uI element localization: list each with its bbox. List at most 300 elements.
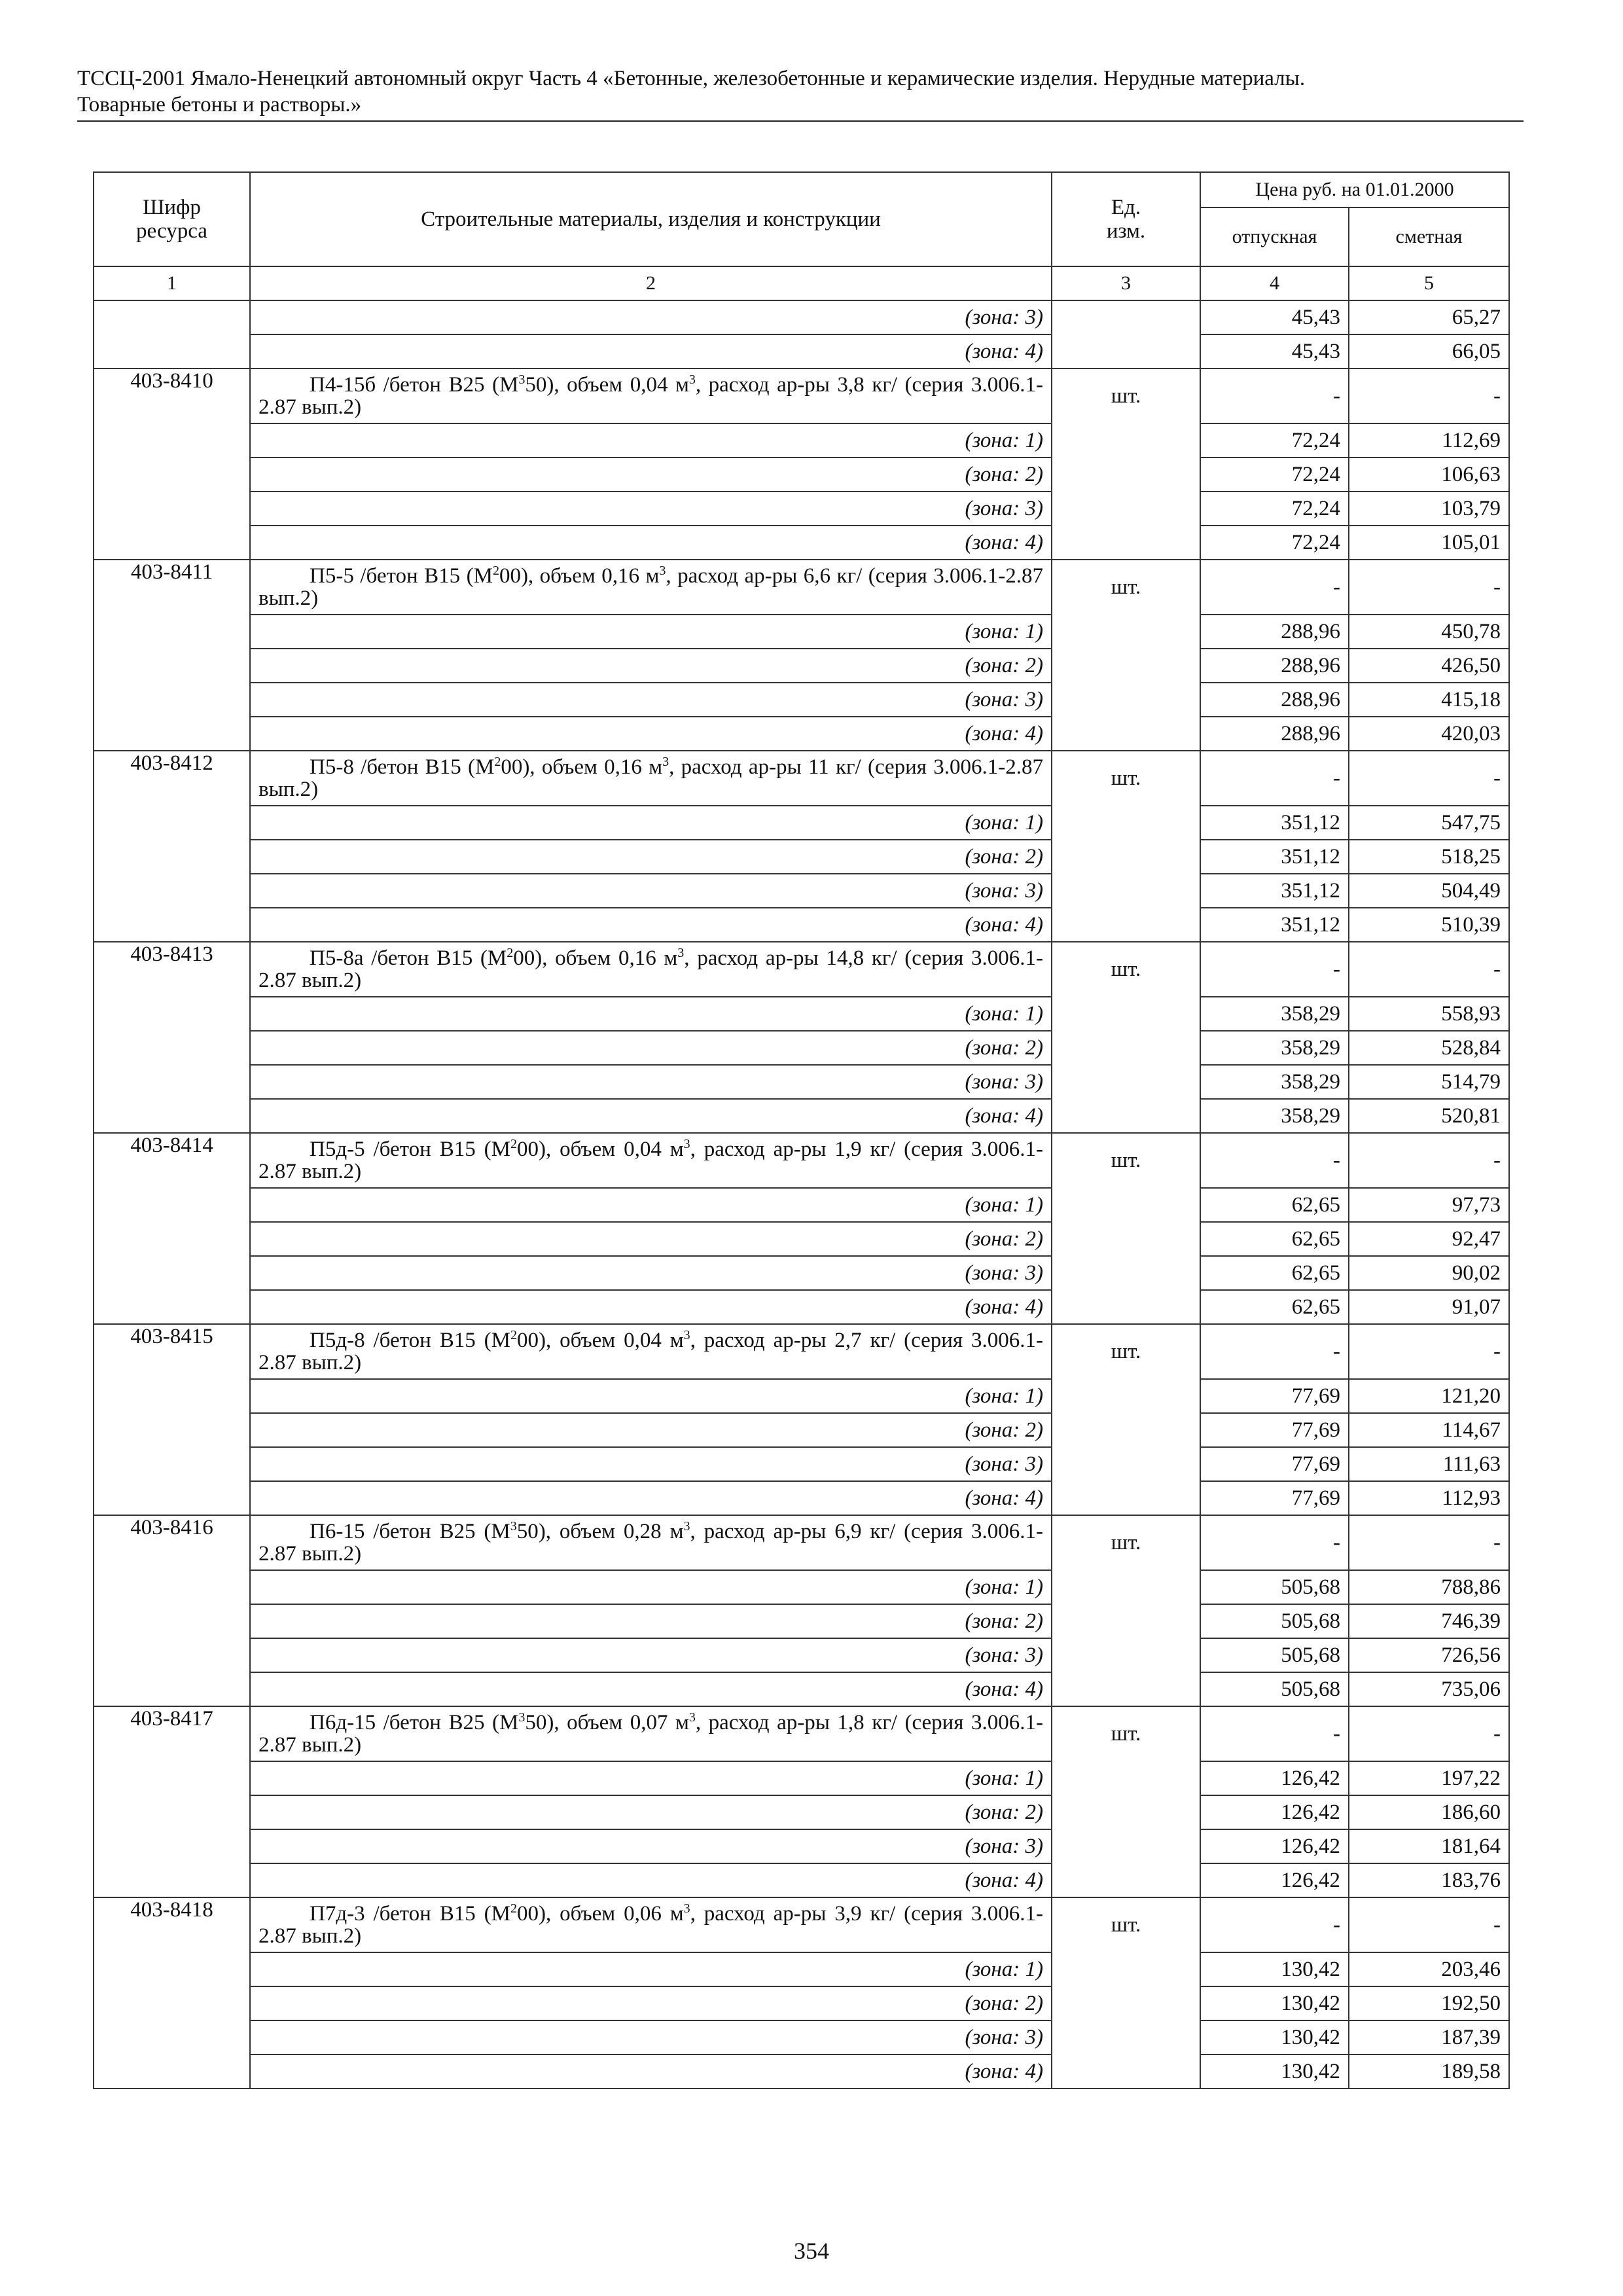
table-row: [94, 1222, 1509, 1256]
desc-sup: 3: [677, 946, 685, 960]
column-index: 2: [250, 266, 1052, 300]
estimate-price: 114,67: [1349, 1413, 1509, 1447]
resource-code: 403-8415: [94, 1324, 250, 1379]
release-price: 288,96: [1200, 649, 1349, 683]
desc-part: 00), объем 0,16 м: [499, 564, 660, 588]
release-price: 288,96: [1200, 615, 1349, 649]
estimate-price: 65,27: [1349, 300, 1509, 334]
unit-cell: [1052, 2054, 1200, 2089]
code-cell: [94, 717, 250, 751]
unit-cell: шт.: [1052, 751, 1200, 806]
code-cell: [94, 1379, 250, 1413]
table-row: [94, 457, 1509, 492]
unit-cell: [1052, 1222, 1200, 1256]
code-cell: [94, 1604, 250, 1638]
unit-cell: [1052, 423, 1200, 457]
estimate-price: 558,93: [1349, 997, 1509, 1031]
release-price: -: [1200, 1897, 1349, 1952]
release-price: 130,42: [1200, 1952, 1349, 1986]
zone-label: (зона: 3): [250, 874, 1052, 908]
desc-part: , расход ар-ры 1,8 кг/ (серия 3.006.1-2.87 вып.2): [259, 1711, 1043, 1757]
code-cell: [94, 615, 250, 649]
unit-cell: [1052, 649, 1200, 683]
code-cell: [94, 1795, 250, 1829]
desc-part: П6-15 /бетон В25 (М: [310, 1520, 510, 1543]
desc-part: , расход ар-ры 6,9 кг/ (серия 3.006.1-2.87 вып.2): [259, 1520, 1044, 1566]
estimate-price: 112,93: [1349, 1481, 1509, 1515]
code-cell: [94, 997, 250, 1031]
release-price: -: [1200, 751, 1349, 806]
table-row: [94, 492, 1509, 526]
code-cell: [94, 300, 250, 334]
code-cell: [94, 1481, 250, 1515]
release-price: 62,65: [1200, 1188, 1349, 1222]
estimate-price: -: [1349, 1324, 1509, 1379]
desc-sup: 2: [510, 1328, 517, 1342]
unit-cell: шт.: [1052, 368, 1200, 423]
code-cell: [94, 2054, 250, 2089]
release-price: 130,42: [1200, 2020, 1349, 2054]
table-row: [94, 1324, 1509, 1379]
table-row: [94, 840, 1509, 874]
zone-label: (зона: 1): [250, 1761, 1052, 1795]
unit-cell: [1052, 806, 1200, 840]
unit-cell: [1052, 1986, 1200, 2020]
resource-code: 403-8418: [94, 1897, 250, 1952]
unit-cell: [1052, 997, 1200, 1031]
code-cell: [94, 1413, 250, 1447]
estimate-price: 192,50: [1349, 1986, 1509, 2020]
estimate-price: 197,22: [1349, 1761, 1509, 1795]
header-code-line2: ресурса: [136, 219, 207, 243]
desc-sup: 2: [494, 755, 501, 769]
table-row: [94, 997, 1509, 1031]
zone-label: (зона: 3): [250, 2020, 1052, 2054]
column-index: 4: [1200, 266, 1349, 300]
code-cell: [94, 1570, 250, 1604]
desc-part: П4-15б /бетон В25 (М: [310, 373, 519, 397]
zone-label: (зона: 3): [250, 1829, 1052, 1863]
estimate-price: 510,39: [1349, 908, 1509, 942]
code-cell: [94, 1290, 250, 1324]
estimate-price: -: [1349, 560, 1509, 615]
estimate-price: 112,69: [1349, 423, 1509, 457]
estimate-price: 518,25: [1349, 840, 1509, 874]
unit-cell: [1052, 1413, 1200, 1447]
zone-label: (зона: 4): [250, 1863, 1052, 1897]
item-description: [250, 751, 1052, 806]
unit-cell: [1052, 1447, 1200, 1481]
table-row: [94, 2020, 1509, 2054]
code-cell: [94, 1829, 250, 1863]
unit-cell: [1052, 1099, 1200, 1133]
release-price: -: [1200, 942, 1349, 997]
zone-label: (зона: 3): [250, 1256, 1052, 1290]
resource-code: 403-8411: [94, 560, 250, 615]
unit-cell: шт.: [1052, 1897, 1200, 1952]
desc-part: 00), объем 0,16 м: [513, 946, 678, 970]
table-row: [94, 1133, 1509, 1188]
unit-cell: шт.: [1052, 1706, 1200, 1761]
zone-label: (зона: 1): [250, 997, 1052, 1031]
code-cell: [94, 649, 250, 683]
unit-cell: [1052, 683, 1200, 717]
code-cell: [94, 457, 250, 492]
estimate-price: 788,86: [1349, 1570, 1509, 1604]
table-row: [94, 942, 1509, 997]
table-row: [94, 334, 1509, 368]
table-row: [94, 1952, 1509, 1986]
code-cell: [94, 683, 250, 717]
zone-label: (зона: 3): [250, 1065, 1052, 1099]
release-price: 351,12: [1200, 840, 1349, 874]
estimate-price: 66,05: [1349, 334, 1509, 368]
desc-part: П5-8 /бетон В15 (М: [310, 755, 495, 779]
release-price: 358,29: [1200, 1099, 1349, 1133]
unit-cell: шт.: [1052, 1324, 1200, 1379]
zone-label: (зона: 1): [250, 806, 1052, 840]
table-row: [94, 2054, 1509, 2089]
desc-part: , расход ар-ры 14,8 кг/ (серия 3.006.1-2.87 вып.2): [259, 946, 1043, 992]
desc-sup: 3: [688, 1710, 696, 1725]
desc-part: , расход ар-ры 2,7 кг/ (серия 3.006.1-2.87 вып.2): [259, 1329, 1043, 1374]
code-cell: [94, 840, 250, 874]
zone-label: (зона: 4): [250, 526, 1052, 560]
release-price: 505,68: [1200, 1604, 1349, 1638]
estimate-price: 735,06: [1349, 1672, 1509, 1706]
unit-cell: шт.: [1052, 1133, 1200, 1188]
estimate-price: -: [1349, 751, 1509, 806]
release-price: 505,68: [1200, 1672, 1349, 1706]
estimate-price: 504,49: [1349, 874, 1509, 908]
desc-part: 50), объем 0,07 м: [525, 1711, 689, 1734]
table-row: [94, 1481, 1509, 1515]
column-index-row: [94, 266, 1509, 300]
release-price: 505,68: [1200, 1638, 1349, 1672]
unit-cell: [1052, 1638, 1200, 1672]
code-cell: [94, 1188, 250, 1222]
desc-sup: 2: [507, 946, 514, 960]
code-cell: [94, 1986, 250, 2020]
resource-code: 403-8416: [94, 1515, 250, 1570]
code-cell: [94, 1099, 250, 1133]
desc-sup: 3: [683, 1519, 690, 1534]
zone-label: (зона: 4): [250, 1099, 1052, 1133]
desc-part: 00), объем 0,06 м: [516, 1902, 684, 1926]
release-price: 45,43: [1200, 300, 1349, 334]
unit-cell: [1052, 1672, 1200, 1706]
estimate-price: 426,50: [1349, 649, 1509, 683]
item-description: [250, 1515, 1052, 1570]
desc-part: П6д-15 /бетон В25 (М: [310, 1711, 519, 1734]
zone-label: (зона: 2): [250, 1795, 1052, 1829]
estimate-price: -: [1349, 1515, 1509, 1570]
estimate-price: -: [1349, 368, 1509, 423]
code-cell: [94, 334, 250, 368]
estimate-price: 121,20: [1349, 1379, 1509, 1413]
table-row: [94, 1986, 1509, 2020]
unit-cell: [1052, 1795, 1200, 1829]
zone-label: (зона: 4): [250, 1672, 1052, 1706]
table-row: [94, 908, 1509, 942]
table-row: [94, 1638, 1509, 1672]
desc-part: П5д-8 /бетон В15 (М: [310, 1329, 510, 1352]
estimate-price: -: [1349, 942, 1509, 997]
table-row: [94, 300, 1509, 334]
table-row: [94, 806, 1509, 840]
release-price: 351,12: [1200, 806, 1349, 840]
table-row: [94, 1672, 1509, 1706]
code-cell: [94, 1761, 250, 1795]
item-description: [250, 1133, 1052, 1188]
release-price: 130,42: [1200, 1986, 1349, 2020]
resource-code: 403-8412: [94, 751, 250, 806]
unit-cell: [1052, 1863, 1200, 1897]
zone-label: (зона: 3): [250, 300, 1052, 334]
desc-sup: 3: [510, 1519, 517, 1534]
zone-label: (зона: 1): [250, 423, 1052, 457]
unit-cell: [1052, 1481, 1200, 1515]
price-table: [93, 171, 1510, 2089]
release-price: 358,29: [1200, 1031, 1349, 1065]
header-code: [94, 172, 250, 266]
header-release-price: отпускная: [1200, 207, 1349, 266]
release-price: 62,65: [1200, 1290, 1349, 1324]
unit-cell: [1052, 1570, 1200, 1604]
estimate-price: 186,60: [1349, 1795, 1509, 1829]
table-row: [94, 1604, 1509, 1638]
estimate-price: 726,56: [1349, 1638, 1509, 1672]
estimate-price: 183,76: [1349, 1863, 1509, 1897]
estimate-price: 514,79: [1349, 1065, 1509, 1099]
unit-cell: [1052, 1031, 1200, 1065]
estimate-price: 746,39: [1349, 1604, 1509, 1638]
zone-label: (зона: 3): [250, 1447, 1052, 1481]
zone-label: (зона: 1): [250, 1379, 1052, 1413]
code-cell: [94, 1952, 250, 1986]
desc-part: П5д-5 /бетон В15 (М: [310, 1138, 510, 1161]
code-cell: [94, 806, 250, 840]
code-cell: [94, 492, 250, 526]
page-number: 354: [794, 2238, 829, 2264]
table-row: [94, 615, 1509, 649]
header-description: Строительные материалы, изделия и конструкции: [250, 172, 1052, 266]
unit-cell: [1052, 300, 1200, 334]
table-row: [94, 1795, 1509, 1829]
estimate-price: 187,39: [1349, 2020, 1509, 2054]
zone-label: (зона: 3): [250, 492, 1052, 526]
unit-cell: [1052, 840, 1200, 874]
estimate-price: 106,63: [1349, 457, 1509, 492]
estimate-price: -: [1349, 1706, 1509, 1761]
desc-part: , расход ар-ры 6,6 кг/ (серия 3.006.1-2.87 вып.2): [259, 564, 1044, 610]
release-price: 130,42: [1200, 2054, 1349, 2089]
unit-cell: [1052, 1256, 1200, 1290]
estimate-price: 103,79: [1349, 492, 1509, 526]
resource-code: 403-8417: [94, 1706, 250, 1761]
unit-cell: [1052, 1604, 1200, 1638]
item-description: [250, 560, 1052, 615]
resource-code: 403-8410: [94, 368, 250, 423]
header-estimate-price: сметная: [1349, 207, 1509, 266]
release-price: 358,29: [1200, 1065, 1349, 1099]
code-cell: [94, 1031, 250, 1065]
table-row: [94, 717, 1509, 751]
unit-cell: [1052, 1065, 1200, 1099]
release-price: 77,69: [1200, 1379, 1349, 1413]
code-cell: [94, 1065, 250, 1099]
header-title-line2: Товарные бетоны и растворы.»: [77, 93, 362, 117]
code-cell: [94, 908, 250, 942]
item-description: [250, 1324, 1052, 1379]
zone-label: (зона: 4): [250, 1481, 1052, 1515]
unit-cell: [1052, 2020, 1200, 2054]
zone-label: (зона: 4): [250, 1290, 1052, 1324]
zone-label: (зона: 2): [250, 649, 1052, 683]
item-description: [250, 1706, 1052, 1761]
unit-cell: шт.: [1052, 560, 1200, 615]
zone-label: (зона: 3): [250, 683, 1052, 717]
unit-cell: [1052, 526, 1200, 560]
release-price: 62,65: [1200, 1222, 1349, 1256]
desc-part: П5-8а /бетон В15 (М: [310, 946, 507, 970]
estimate-price: -: [1349, 1897, 1509, 1952]
item-description: [250, 368, 1052, 423]
code-cell: [94, 1638, 250, 1672]
unit-cell: [1052, 334, 1200, 368]
table-row: [94, 1031, 1509, 1065]
release-price: 126,42: [1200, 1863, 1349, 1897]
unit-cell: [1052, 457, 1200, 492]
header-price: Цена руб. на 01.01.2000: [1200, 172, 1509, 207]
release-price: -: [1200, 368, 1349, 423]
release-price: 288,96: [1200, 717, 1349, 751]
release-price: 72,24: [1200, 457, 1349, 492]
column-index: 1: [94, 266, 250, 300]
estimate-price: 528,84: [1349, 1031, 1509, 1065]
release-price: 72,24: [1200, 526, 1349, 560]
table-row: [94, 751, 1509, 806]
zone-label: (зона: 1): [250, 1570, 1052, 1604]
release-price: 126,42: [1200, 1829, 1349, 1863]
table-row: [94, 368, 1509, 423]
desc-sup: 3: [688, 372, 696, 387]
release-price: 72,24: [1200, 423, 1349, 457]
release-price: 288,96: [1200, 683, 1349, 717]
desc-part: П5-5 /бетон В15 (М: [310, 564, 493, 588]
release-price: 77,69: [1200, 1481, 1349, 1515]
table-row: [94, 423, 1509, 457]
estimate-price: 189,58: [1349, 2054, 1509, 2089]
desc-sup: 3: [683, 1901, 690, 1916]
unit-cell: [1052, 717, 1200, 751]
zone-label: (зона: 2): [250, 457, 1052, 492]
estimate-price: 450,78: [1349, 615, 1509, 649]
desc-part: 00), объем 0,04 м: [516, 1138, 684, 1161]
unit-cell: [1052, 1829, 1200, 1863]
desc-part: , расход ар-ры 3,9 кг/ (серия 3.006.1-2.87 вып.2): [259, 1902, 1043, 1948]
resource-code: 403-8413: [94, 942, 250, 997]
estimate-price: 92,47: [1349, 1222, 1509, 1256]
estimate-price: 203,46: [1349, 1952, 1509, 1986]
table-row: [94, 1256, 1509, 1290]
unit-cell: [1052, 1952, 1200, 1986]
table-row: [94, 1761, 1509, 1795]
desc-sup: 3: [683, 1328, 690, 1342]
release-price: 77,69: [1200, 1413, 1349, 1447]
estimate-price: 105,01: [1349, 526, 1509, 560]
unit-cell: [1052, 1188, 1200, 1222]
unit-cell: [1052, 908, 1200, 942]
desc-sup: 2: [492, 564, 499, 578]
zone-label: (зона: 4): [250, 717, 1052, 751]
unit-cell: шт.: [1052, 942, 1200, 997]
header-unit-line1: Ед.: [1111, 196, 1141, 219]
header-unit-line2: изм.: [1106, 219, 1146, 243]
table-row: [94, 1099, 1509, 1133]
column-index: 3: [1052, 266, 1200, 300]
page-header: [77, 65, 1524, 122]
table-row: [94, 1863, 1509, 1897]
table-row: [94, 1290, 1509, 1324]
header-title-line1: ТССЦ-2001 Ямало-Ненецкий автономный округ Часть 4 «Бетонные, железобетонные и керамические изделия. Нерудные материалы.: [77, 67, 1306, 90]
desc-sup: 2: [510, 1901, 517, 1916]
release-price: 72,24: [1200, 492, 1349, 526]
estimate-price: 90,02: [1349, 1256, 1509, 1290]
unit-cell: [1052, 874, 1200, 908]
desc-sup: 3: [683, 1137, 690, 1151]
unit-cell: [1052, 492, 1200, 526]
table-row: [94, 1570, 1509, 1604]
desc-sup: 3: [518, 1710, 526, 1725]
release-price: -: [1200, 1515, 1349, 1570]
unit-cell: [1052, 1290, 1200, 1324]
table-row: [94, 1413, 1509, 1447]
release-price: 62,65: [1200, 1256, 1349, 1290]
desc-sup: 3: [659, 564, 666, 578]
estimate-price: 181,64: [1349, 1829, 1509, 1863]
zone-label: (зона: 1): [250, 615, 1052, 649]
estimate-price: 415,18: [1349, 683, 1509, 717]
unit-cell: шт.: [1052, 1515, 1200, 1570]
desc-part: 00), объем 0,16 м: [501, 755, 663, 779]
zone-label: (зона: 4): [250, 334, 1052, 368]
desc-sup: 3: [518, 372, 526, 387]
zone-label: (зона: 2): [250, 1986, 1052, 2020]
unit-cell: [1052, 1379, 1200, 1413]
estimate-price: 547,75: [1349, 806, 1509, 840]
table-row: [94, 560, 1509, 615]
desc-part: 00), объем 0,04 м: [516, 1329, 684, 1352]
zone-label: (зона: 2): [250, 1031, 1052, 1065]
zone-label: (зона: 2): [250, 1222, 1052, 1256]
code-cell: [94, 1863, 250, 1897]
code-cell: [94, 1222, 250, 1256]
table-body: [94, 300, 1509, 2089]
table-row: [94, 1515, 1509, 1570]
item-description: [250, 1897, 1052, 1952]
table-row: [94, 1379, 1509, 1413]
estimate-price: 97,73: [1349, 1188, 1509, 1222]
table-row: [94, 1897, 1509, 1952]
code-cell: [94, 2020, 250, 2054]
zone-label: (зона: 1): [250, 1952, 1052, 1986]
release-price: 351,12: [1200, 908, 1349, 942]
zone-label: (зона: 4): [250, 2054, 1052, 2089]
release-price: 45,43: [1200, 334, 1349, 368]
table-row: [94, 1829, 1509, 1863]
code-cell: [94, 1672, 250, 1706]
